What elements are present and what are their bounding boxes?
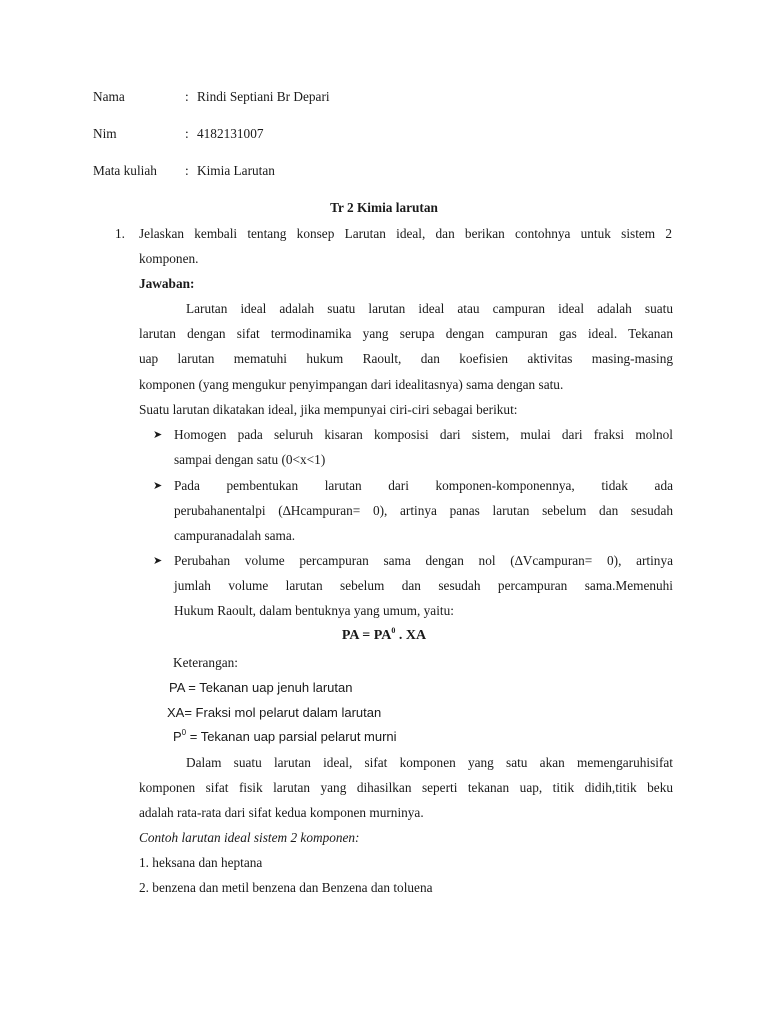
- para1-line-2: larutan dengan sifat termodinamika yang serupa dengan campuran gas ideal. Tekanan: [139, 326, 673, 341]
- formula-superscript: 0: [391, 626, 396, 635]
- question-line-2: komponen.: [139, 251, 199, 266]
- characteristics-intro: Suatu larutan dikatakan ideal, jika mempunyai ciri-ciri sebagai berikut:: [139, 402, 518, 417]
- para1-line-3: uap larutan mematuhi hukum Raoult, dan koefisien aktivitas masing-masing: [139, 351, 673, 366]
- question-line-1: Jelaskan kembali tentang konsep Larutan ideal, dan berikan contohnya untuk sistem 2: [139, 226, 672, 241]
- answer-label: Jawaban:: [139, 276, 195, 291]
- examples-heading: Contoh larutan ideal sistem 2 komponen:: [139, 830, 360, 845]
- para2-line-2: komponen sifat fisik larutan yang dihasilkan seperti tekanan uap, titik didih,titik beku: [139, 780, 673, 795]
- bullet3-line-3: Hukum Raoult, dalam bentuknya yang umum, yaitu:: [174, 603, 454, 618]
- arrowhead-bullet-icon: ➤: [153, 429, 163, 441]
- arrowhead-bullet-icon: ➤: [153, 555, 163, 567]
- bullet3-line-2: jumlah volume larutan sebelum dan sesudah percampuran sama.Memenuhi: [174, 578, 673, 593]
- p0-base: P: [173, 729, 182, 744]
- legend-label: Keterangan:: [173, 655, 238, 670]
- para1-line-1: Larutan ideal adalah suatu larutan ideal atau campuran ideal adalah suatu: [186, 301, 673, 316]
- para1-line-4: komponen (yang mengukur penyimpangan dari idealitasnya) sama dengan satu.: [139, 377, 564, 392]
- bullet2-line-1: Pada pembentukan larutan dari komponen-komponennya, tidak ada: [174, 478, 673, 493]
- arrowhead-bullet-icon: ➤: [153, 480, 163, 492]
- legend-item-pa: PA = Tekanan uap jenuh larutan: [169, 680, 353, 695]
- legend-item-xa: XA= Fraksi mol pelarut dalam larutan: [167, 705, 382, 720]
- example-item-1: 1. heksana dan heptana: [139, 855, 263, 870]
- question-number: 1.: [115, 226, 125, 241]
- nim-value: 4182131007: [197, 126, 264, 141]
- bullet3-line-1: Perubahan volume percampuran sama dengan nol (∆Vcampuran= 0), artinya: [174, 553, 673, 568]
- nim-colon: :: [185, 126, 189, 141]
- para2-line-3: adalah rata-rata dari sifat kedua komponen murninya.: [139, 805, 424, 820]
- course-colon: :: [185, 163, 189, 178]
- bullet2-line-3: campuranadalah sama.: [174, 528, 296, 543]
- para2-line-1: Dalam suatu larutan ideal, sifat komponen yang satu akan memengaruhisifat: [186, 755, 673, 770]
- bullet2-line-2: perubahanentalpi (∆Hcampuran= 0), artinya panas larutan sebelum dan sesudah: [174, 503, 673, 518]
- course-label: Mata kuliah: [93, 163, 157, 178]
- course-value: Kimia Larutan: [197, 163, 275, 178]
- formula-left: PA = PA: [341, 628, 392, 643]
- raoult-formula: [0, 626, 768, 646]
- bullet1-line-2: sampai dengan satu (0<x<1): [174, 452, 326, 467]
- example-item-2: 2. benzena dan metil benzena dan Benzena dan toluena: [139, 880, 433, 895]
- name-value: Rindi Septiani Br Depari: [197, 89, 330, 104]
- formula-right: . XA: [395, 628, 427, 643]
- document-title: Tr 2 Kimia larutan: [330, 200, 438, 215]
- bullet1-line-1: Homogen pada seluruh kisaran komposisi dari sistem, mulai dari fraksi molnol: [174, 427, 673, 442]
- p0-superscript: 0: [181, 728, 187, 737]
- legend-item-p0: [173, 727, 397, 747]
- nim-label: Nim: [93, 126, 117, 141]
- p0-description: = Tekanan uap parsial pelarut murni: [186, 729, 397, 744]
- name-label: Nama: [93, 89, 125, 104]
- name-colon: :: [185, 89, 189, 104]
